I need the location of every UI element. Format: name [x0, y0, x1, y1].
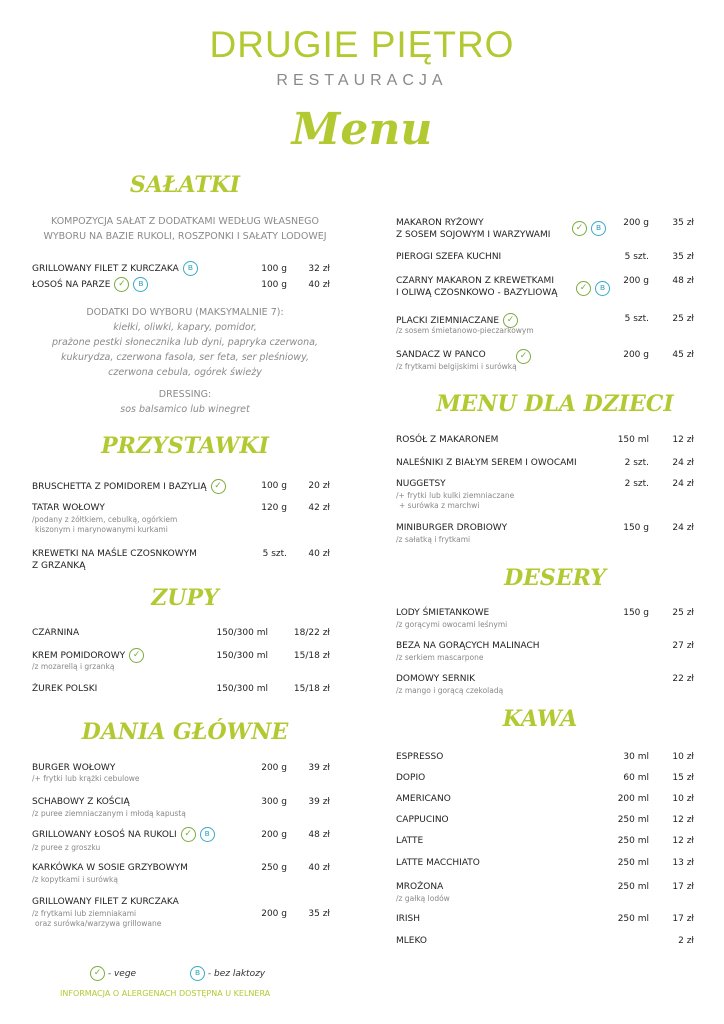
menu-item-qty: 60 ml [623, 773, 649, 783]
menu-item-desc: /z gorącymi owocami leśnymi [396, 620, 508, 629]
menu-item-qty: 2 szt. [624, 458, 649, 468]
menu-item-name: KREWETKI NA MAŚLE CZOSNKOWYM Z GRZANKĄ [32, 549, 197, 571]
menu-item-price: 18/22 zł [293, 628, 330, 638]
menu-item-qty: 250 ml [617, 815, 649, 825]
menu-item-qty: 200 g [623, 276, 649, 286]
menu-item-price: 32 zł [308, 264, 330, 274]
menu-item-name: TATAR WOŁOWY [32, 503, 105, 513]
menu-item-price: 24 zł [672, 523, 694, 533]
menu-item-price: 2 zł [678, 936, 694, 946]
menu-item-qty: 300 g [261, 797, 287, 807]
section-zupy-heading: ZUPY [151, 585, 219, 611]
no-lactose-icon: ʙ [200, 827, 215, 842]
menu-item-name: DOPIO [396, 773, 426, 783]
leaf-icon: ✓ [90, 966, 105, 981]
salatki-intro: KOMPOZYCJA SAŁAT Z DODATKAMI WEDŁUG WŁASNEGO WYBORU NA BAZIE RUKOLI, ROSZPONKI I SAŁATY LODOWEJ [43, 216, 327, 242]
menu-item-price: 35 zł [672, 252, 694, 262]
leaf-icon: ✓ [129, 648, 144, 663]
leaf-icon: ✓ [503, 313, 518, 328]
menu-item-price: 15/18 zł [293, 651, 330, 661]
menu-item-name: NUGGETSY [396, 479, 446, 489]
salatki-dressing: DRESSING: sos balsamico lub winegret [120, 389, 250, 415]
menu-item-qty: 5 szt. [624, 252, 649, 262]
menu-item-qty: 120 g [261, 503, 287, 513]
menu-item-desc: /z gałką lodów [396, 894, 450, 903]
menu-item-name: GRILLOWANY FILET Z KURCZAKA ʙ [32, 261, 198, 276]
menu-item-name: CAPPUCINO [396, 815, 449, 825]
menu-item-price: 22 zł [672, 674, 694, 684]
menu-item-name: MLEKO [396, 936, 427, 946]
no-lactose-icon: ʙ [183, 261, 198, 276]
menu-item-price: 24 zł [672, 479, 694, 489]
menu-item-qty: 250 ml [617, 836, 649, 846]
menu-item-price: 10 zł [672, 794, 694, 804]
menu-item-price: 15 zł [672, 773, 694, 783]
menu-item-qty: 150 g [623, 608, 649, 618]
leaf-icon: ✓ [114, 277, 129, 292]
menu-item-desc: /z puree ziemniaczanym i młodą kapustą [32, 809, 186, 818]
restaurant-subtitle: RESTAURACJA [276, 72, 448, 89]
menu-item-desc: /z sałatką i frytkami [396, 535, 471, 544]
menu-item-name: NALEŚNIKI Z BIAŁYM SEREM I OWOCAMI [396, 458, 577, 468]
menu-item-desc: /+ frytki lub kulki ziemniaczane + surówka z marchwi [396, 491, 515, 510]
menu-item-name: CZARNINA [32, 628, 80, 638]
menu-item-qty: 5 szt. [262, 549, 287, 559]
menu-item-price: 39 zł [308, 797, 330, 807]
menu-item-desc: /+ frytki lub krążki cebulowe [32, 774, 140, 783]
menu-item-price: 12 zł [672, 815, 694, 825]
legend-lactose: ʙ - bez laktozy [190, 966, 265, 981]
menu-item-name: SCHABOWY Z KOŚCIĄ [32, 797, 130, 807]
menu-item-qty: 100 g [261, 481, 287, 491]
section-przystawki-heading: PRZYSTAWKI [101, 433, 269, 459]
menu-item-name: ESPRESSO [396, 752, 444, 762]
menu-item-desc: /z mozarellą i grzanką [32, 662, 115, 671]
section-salatki-heading: SAŁATKI [129, 172, 241, 198]
menu-item-price: 12 zł [672, 836, 694, 846]
menu-item-qty: 200 g [623, 350, 649, 360]
leaf-icon: ✓ [211, 479, 226, 494]
menu-item-qty: 200 g [623, 218, 649, 228]
menu-item-name: BURGER WOŁOWY [32, 763, 116, 773]
menu-item-qty: 30 ml [623, 752, 649, 762]
menu-item-name: ŻUREK POLSKI [32, 684, 98, 694]
menu-item-desc: /z frytkami belgijskimi i surówką [396, 362, 517, 371]
menu-item-name: SANDACZ W PANCO [396, 350, 486, 360]
allergen-info: INFORMACJA O ALERGENACH DOSTĘPNA U KELNERA [60, 989, 271, 998]
menu-item-desc: /z frytkami lub ziemniakami oraz surówka/warzywa grillowane [32, 909, 162, 928]
menu-item-name: PIEROGI SZEFA KUCHNI [396, 252, 502, 262]
menu-item-qty: 5 szt. [624, 314, 649, 324]
menu-item-name: GRILLOWANY ŁOSOŚ NA RUKOLI ✓ ʙ [32, 827, 215, 842]
menu-item-qty: 250 ml [617, 858, 649, 868]
menu-item-price: 24 zł [672, 458, 694, 468]
menu-item-name: AMERICANO [396, 794, 451, 804]
leaf-icon: ✓ [181, 827, 196, 842]
menu-item-price: 39 zł [308, 763, 330, 773]
menu-item-name: ŁOSOŚ NA PARZE ✓ ʙ [32, 277, 148, 292]
menu-item-name: CZARNY MAKARON Z KREWETKAMI I OLIWĄ CZOSNKOWO - BAZYLIOWĄ [396, 276, 558, 298]
menu-item-name: LATTE [396, 836, 424, 846]
menu-item-name: PLACKI ZIEMNIACZANE ✓ [396, 313, 518, 328]
menu-item-qty: 150 ml [617, 435, 649, 445]
menu-title: Menu [291, 104, 433, 155]
menu-item-qty: 200 g [261, 763, 287, 773]
menu-item-name: MAKARON RYŻOWY Z SOSEM SOJOWYM I WARZYWAMI [396, 218, 551, 240]
menu-item-name: ROSÓŁ Z MAKARONEM [396, 435, 499, 445]
menu-item-qty: 250 ml [617, 914, 649, 924]
menu-item-name: KARKÓWKA W SOSIE GRZYBOWYM [32, 863, 188, 873]
section-desery-heading: DESERY [504, 565, 606, 591]
menu-item-desc: /z kopytkami i surówką [32, 875, 118, 884]
menu-item-qty: 200 g [261, 830, 287, 840]
menu-item-qty: 150/300 ml [216, 651, 268, 661]
menu-item-price: 12 zł [672, 435, 694, 445]
menu-item-qty: 150 g [623, 523, 649, 533]
menu-item-price: 42 zł [308, 503, 330, 513]
salatki-addons: DODATKI DO WYBORU (MAKSYMALNIE 7): kiełki, oliwki, kapary, pomidor, prażone pestki słonecznika lub dyni, papryka czerwona, kukurydza, czerwona fasola, ser feta, ser pleśniowy, czerwona cebula, ogórek świeży [52, 307, 318, 378]
menu-item-qty: 250 g [261, 863, 287, 873]
menu-item-price: 48 zł [308, 830, 330, 840]
restaurant-name: DRUGIE PIĘTRO [209, 24, 515, 65]
menu-item-price: 45 zł [672, 350, 694, 360]
section-dania-heading: DANIA GŁÓWNE [81, 719, 289, 745]
menu-item-price: 25 zł [672, 314, 694, 324]
no-lactose-icon: ʙ [595, 281, 610, 296]
menu-item-price: 17 zł [672, 882, 694, 892]
leaf-icon: ✓ [572, 221, 587, 236]
section-dzieci-heading: MENU DLA DZIECI [436, 391, 674, 417]
menu-item-name: BEZA NA GORĄCYCH MALINACH [396, 641, 540, 651]
no-lactose-icon: ʙ [190, 966, 205, 981]
menu-item-qty: 150/300 ml [216, 684, 268, 694]
menu-item-name: LATTE MACCHIATO [396, 858, 480, 868]
no-lactose-icon: ʙ [133, 277, 148, 292]
menu-item-price: 40 zł [308, 549, 330, 559]
menu-item-price: 15/18 zł [293, 684, 330, 694]
legend-vege: ✓ - vege [90, 966, 136, 981]
menu-item-name: BRUSCHETTA Z POMIDOREM I BAZYLIĄ ✓ [32, 479, 226, 494]
menu-item-name: MROŻONA [396, 882, 444, 892]
menu-item-desc: /z serkiem mascarpone [396, 653, 484, 662]
leaf-icon: ✓ [516, 349, 531, 364]
menu-item-qty: 250 ml [617, 882, 649, 892]
menu-item-name: IRISH [396, 914, 421, 924]
menu-item-price: 48 zł [672, 276, 694, 286]
menu-item-price: 10 zł [672, 752, 694, 762]
menu-item-price: 35 zł [308, 909, 330, 919]
menu-item-price: 35 zł [672, 218, 694, 228]
no-lactose-icon: ʙ [591, 221, 606, 236]
menu-item-desc: /podany z żółtkiem, cebulką, ogórkiem kiszonym i marynowanymi kurkami [32, 515, 178, 534]
menu-item-qty: 100 g [261, 264, 287, 274]
leaf-icon: ✓ [576, 281, 591, 296]
menu-item-qty: 150/300 ml [216, 628, 268, 638]
menu-item-name: MINIBURGER DROBIOWY [396, 523, 508, 533]
menu-item-price: 17 zł [672, 914, 694, 924]
menu-item-icons [568, 218, 606, 237]
menu-item-price: 13 zł [672, 858, 694, 868]
menu-item-price: 27 zł [672, 641, 694, 651]
menu-item-price: 20 zł [308, 481, 330, 491]
menu-item-qty: 2 szt. [624, 479, 649, 489]
menu-item-desc: /z sosem śmietanowo-pieczarkowym [396, 326, 534, 335]
menu-item-desc: /z puree z groszku [32, 843, 101, 852]
menu-item-price: 25 zł [672, 608, 694, 618]
menu-item-price: 40 zł [308, 863, 330, 873]
menu-item-desc: /z mango i gorącą czekoladą [396, 686, 504, 695]
menu-item-qty: 200 g [261, 909, 287, 919]
menu-item-name: LODY ŚMIETANKOWE [396, 608, 490, 618]
menu-item-name: GRILLOWANY FILET Z KURCZAKA [32, 897, 179, 907]
menu-item-name: KREM POMIDOROWY ✓ [32, 648, 144, 663]
menu-item-price: 40 zł [308, 280, 330, 290]
menu-item-qty: 200 ml [617, 794, 649, 804]
menu-item-qty: 100 g [261, 280, 287, 290]
section-kawa-heading: KAWA [502, 706, 578, 732]
menu-item-name: DOMOWY SERNIK [396, 674, 476, 684]
